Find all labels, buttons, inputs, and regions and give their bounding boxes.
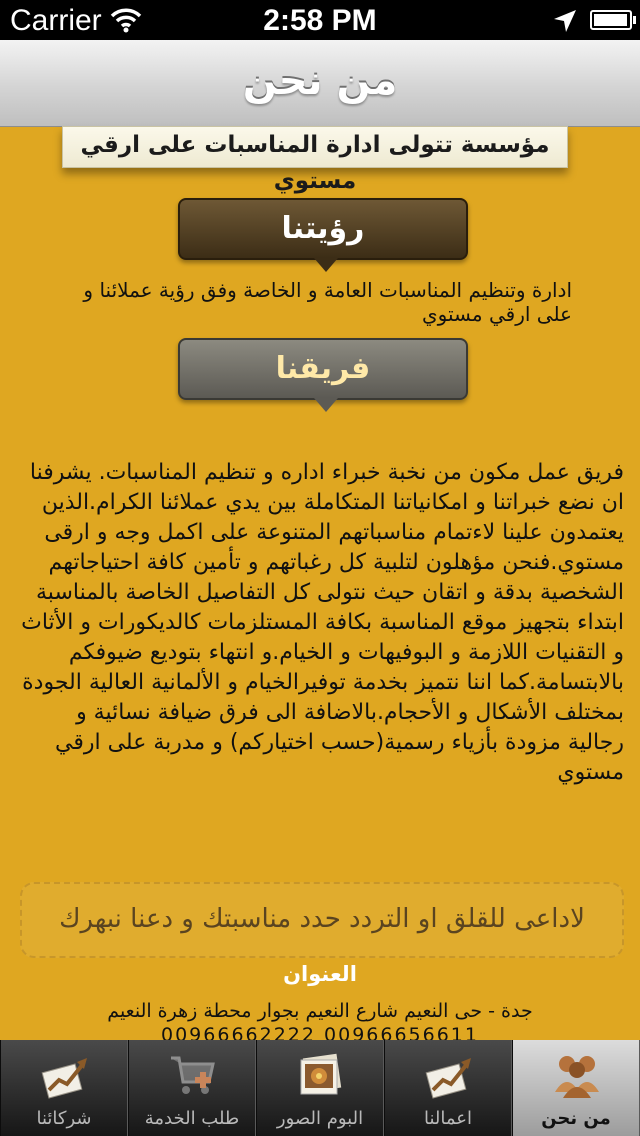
- location-arrow-icon: [552, 8, 578, 34]
- address-text: جدة - حى النعيم شارع النعيم بجوار محطة زهرة النعيم: [107, 1000, 533, 1022]
- tab-label: من نحن: [541, 1108, 611, 1129]
- team-text: فريق عمل مكون من نخبة خبراء اداره و تنظيم المناسبات. يشرفنا ان نضع خبراتنا و امكانياتنا المتكاملة بين يدي عملائنا الكرام.الذين يعتمدون علينا لاءتمام مناسباتهم المتنوعة على اكمل وجه و ارقى مستوي.فنحن مؤهلون لتلبية كل رغباتهم و تأمين كافة احتياجاتهم الشخصية بدقة و اتقان حيث نتولى كل التفاصيل الخاصة بالمناسبة ابتداء بتجهيز موقع المناسبة بكافة المستلزمات كالديكورات و الأثاث و التقنيات اللازمة و البوفيهات و الخيام.و انتهاء بتوديع ضيوفكم بالابتسامة.كما اننا نتميز بخدمة توفيرالخيام و الألمانية العالية الجودة بمختلف الأشكال و الأحجام.بالاضافة الى فرق ضيافة نسائية و رجالية مزودة بأزياء رسمية(حسب اختياركم) و مدربة على ارقي مستوي: [21, 460, 624, 785]
- chart-icon: [39, 1050, 91, 1100]
- cta-box: لاداعى للقلق او التردد حدد مناسبتك و دعنا نبهرك: [20, 882, 624, 958]
- tab-label: طلب الخدمة: [144, 1108, 240, 1129]
- status-time: 2:58 PM: [263, 4, 377, 37]
- tab-partners[interactable]: [0, 1040, 128, 1136]
- vision-button[interactable]: رؤيتنا: [178, 198, 468, 260]
- status-bar: [0, 0, 640, 40]
- tab-label: اعمالنا: [423, 1108, 473, 1129]
- tab-label: شركائنا: [36, 1108, 92, 1129]
- intro-banner: مؤسسة تتولى ادارة المناسبات على ارقي مستوي: [62, 126, 568, 168]
- phone-numbers: 00966662222 00966656611: [161, 1024, 479, 1040]
- page-title: من نحن: [242, 58, 398, 104]
- chart-icon: [423, 1050, 475, 1100]
- team-button[interactable]: فريقنا: [178, 338, 468, 400]
- tab-photo-album[interactable]: [256, 1040, 384, 1136]
- tab-about-us[interactable]: [512, 1040, 640, 1136]
- address-heading: العنوان: [283, 962, 357, 986]
- tab-request-service[interactable]: [128, 1040, 256, 1136]
- people-icon: [551, 1050, 603, 1100]
- cart-icon: [167, 1050, 219, 1100]
- navigation-bar: [0, 40, 640, 127]
- photos-icon: [295, 1050, 347, 1100]
- tab-label: البوم الصور: [276, 1108, 364, 1129]
- tab-bar: [0, 1040, 640, 1136]
- carrier-label: Carrier: [10, 4, 102, 37]
- battery-icon: [590, 10, 632, 30]
- vision-text: ادارة وتنظيم المناسبات العامة و الخاصة وفق رؤية عملائنا و على ارقي مستوي: [83, 278, 572, 326]
- tab-our-work[interactable]: [384, 1040, 512, 1136]
